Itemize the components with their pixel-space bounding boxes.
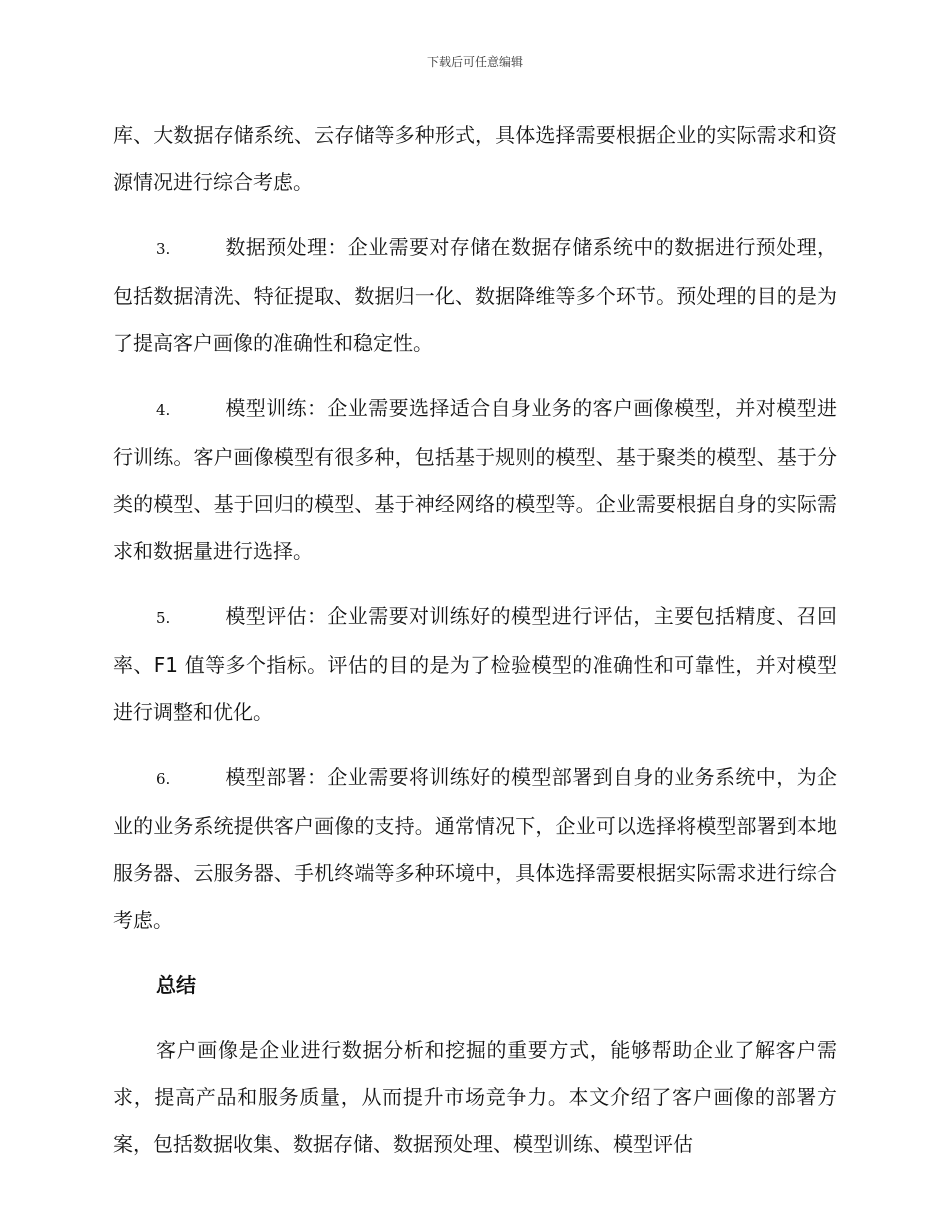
continuation-paragraph: 库、大数据存储系统、云存储等多种形式，具体选择需要根据企业的实际需求和资源情况进行综合考虑。 xyxy=(113,123,837,194)
list-number: 3. xyxy=(156,240,171,258)
list-number: 5. xyxy=(156,609,171,627)
list-item-5 xyxy=(113,593,837,736)
document-body xyxy=(113,112,837,1186)
list-item-3 xyxy=(113,224,837,367)
section-heading: 总结 xyxy=(156,973,196,997)
list-item-4 xyxy=(113,385,837,575)
list-item-text: 模型部署：企业需要将训练好的模型部署到自身的业务系统中，为企业的业务系统提供客户画像的支持。通常情况下，企业可以选择将模型部署到本地服务器、云服务器、手机终端等多种环境中，具体选择需要根据实际需求进行综合考虑。 xyxy=(113,765,837,932)
page-header: 下载后可任意编辑 xyxy=(426,55,523,69)
list-item-text: 模型训练：企业需要选择适合自身业务的客户画像模型，并对模型进行训练。客户画像模型有很多种，包括基于规则的模型、基于聚类的模型、基于分类的模型、基于回归的模型、基于神经网络的模型等。企业需要根据自身的实际需求和数据量进行选择。 xyxy=(113,396,837,563)
list-item-text: 模型评估：企业需要对训练好的模型进行评估，主要包括精度、召回率、F1 值等多个指标。评估的目的是为了检验模型的准确性和可靠性，并对模型进行调整和优化。 xyxy=(113,604,837,724)
list-item-text: 数据预处理：企业需要对存储在数据存储系统中的数据进行预处理，包括数据清洗、特征提取、数据归一化、数据降维等多个环节。预处理的目的是为了提高客户画像的准确性和稳定性。 xyxy=(113,235,837,355)
list-number: 6. xyxy=(156,770,171,788)
list-number: 4. xyxy=(156,401,171,419)
summary-paragraph: 客户画像是企业进行数据分析和挖掘的重要方式，能够帮助企业了解客户需求，提高产品和服务质量，从而提升市场竞争力。本文介绍了客户画像的部署方案，包括数据收集、数据存储、数据预处理、模型训练、模型评估 xyxy=(113,1038,837,1156)
list-item-6 xyxy=(113,754,837,944)
